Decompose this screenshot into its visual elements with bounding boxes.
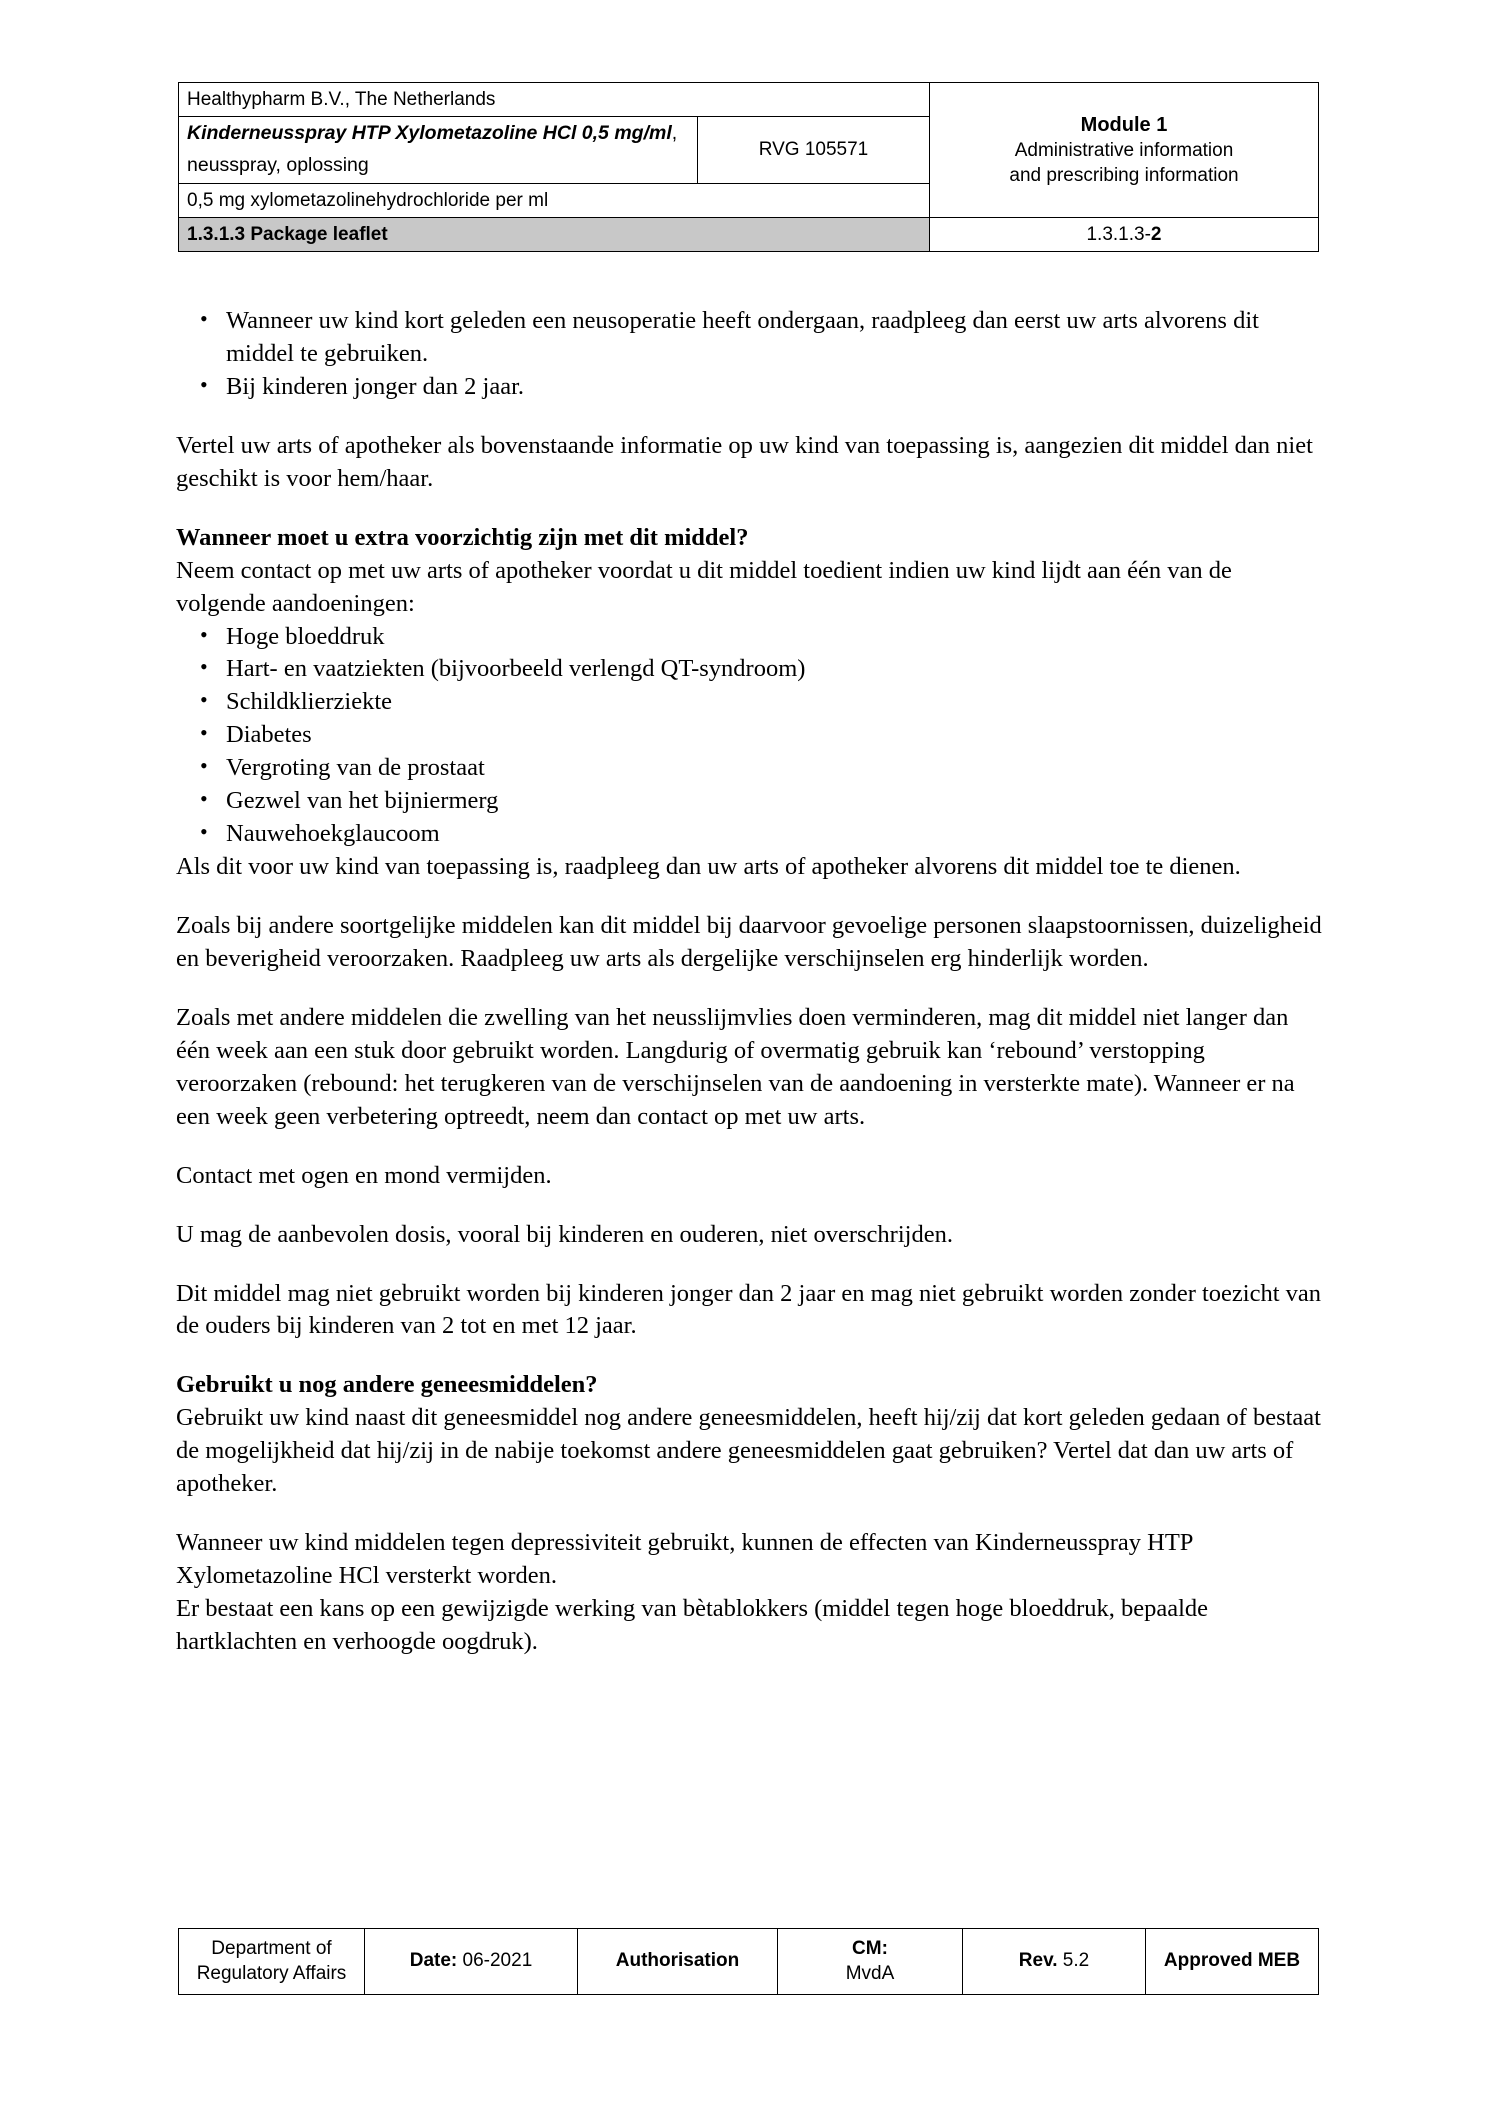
list-item: • Hoge bloeddruk — [176, 621, 1322, 654]
header-page-number-prefix: 1.3.1.3- — [1086, 223, 1151, 245]
footer-cm-value: MvdA — [845, 1962, 895, 1984]
paragraph-als-dit: Als dit voor uw kind van toepassing is, raadpleeg dan uw arts of apotheker alvorens dit middel toe te dienen. — [176, 853, 1241, 881]
footer-department-line1: Department of — [211, 1938, 332, 1959]
spacer — [176, 404, 1322, 430]
footer-cm — [778, 1929, 963, 1995]
footer-date-value: 06-2021 — [462, 1950, 533, 1972]
footer-authorisation: Authorisation — [578, 1929, 778, 1995]
footer-rev — [963, 1929, 1146, 1995]
footer-date — [365, 1929, 578, 1995]
list-item: • Hart- en vaatziekten (bijvoorbeeld verlengd QT-syndroom) — [176, 653, 1322, 686]
document-header-table — [178, 82, 1319, 252]
paragraph-neem-contact: Neem contact op met uw arts of apotheker voordat u dit middel toedient indien uw kind lijdt aan één van de volgende aandoeningen: — [176, 556, 1232, 617]
paragraph-contact-ogen: Contact met ogen en mond vermijden. — [176, 1161, 552, 1189]
document-footer-table — [178, 1928, 1319, 1995]
footer-department-line2: Regulatory Affairs — [196, 1962, 347, 1984]
list-item: • Vergroting van de prostaat — [176, 752, 1322, 785]
top-bullet-list — [176, 305, 1322, 404]
paragraph-betablokkers: Er bestaat een kans op een gewijzigde werking van bètablokkers (middel tegen hoge bloeddruk, bepaalde hartklachten en verhoogde oogdruk). — [176, 1595, 1209, 1655]
footer-rev-value: 5.2 — [1062, 1950, 1090, 1972]
list-item: • Nauwehoekglaucoom — [176, 818, 1322, 851]
heading-voorzichtig: Wanneer moet u extra voorzichtig zijn met dit middel? — [176, 523, 749, 551]
header-product-form: neusspray, oplossing — [187, 153, 369, 176]
header-module-line1: Administrative information — [1014, 139, 1234, 161]
list-item: • Diabetes — [176, 719, 1322, 752]
heading-gebruikt: Gebruikt u nog andere geneesmiddelen? — [176, 1371, 598, 1399]
header-company: Healthypharm B.V., The Netherlands — [179, 83, 930, 117]
header-module-title: Module 1 — [1080, 113, 1168, 136]
header-row-leaflet — [179, 217, 1319, 251]
header-product-cell — [179, 117, 698, 183]
header-rvg: RVG 105571 — [698, 117, 930, 183]
footer-department — [179, 1929, 365, 1995]
condition-bullet-list — [176, 621, 1322, 852]
footer-row — [179, 1929, 1319, 1995]
header-product-name-line — [187, 121, 689, 147]
list-item: • Schildklierziekte — [176, 686, 1322, 719]
paragraph-gebruikt-uw-kind: Gebruikt uw kind naast dit geneesmiddel nog andere geneesmiddelen, heeft hij/zij dat kort geleden gedaan of bestaat de mogelijkheid dat hij/zij in de nabije toekomst andere geneesmiddelen gaat gebruiken? Vertel dat dan uw arts of apotheker. — [176, 1404, 1321, 1498]
paragraph-vertel: Vertel uw arts of apotheker als bovenstaande informatie op uw kind van toepassing is, aangezien dit middel dan niet geschikt is voor hem/haar. — [176, 431, 1313, 492]
footer-cm-label: CM: — [852, 1938, 888, 1959]
paragraph-zoals-bij: Zoals bij andere soortgelijke middelen kan dit middel bij daarvoor gevoelige personen slaapstoornissen, duizeligheid en beverigheid veroorzaken. Raadpleeg uw arts als dergelijke verschijnselen erg hinderlijk worden. — [176, 912, 1322, 972]
header-product-name-comma: , — [671, 122, 678, 145]
paragraph-zoals-met: Zoals met andere middelen die zwelling van het neusslijmvlies doen verminderen, mag dit middel niet langer dan één week aan een stuk door gebruikt worden. Langdurig of overmatig gebruik kan ‘rebound’ verstopping veroorzaken (rebound: het terugkeren van de verschijnselen van de aandoening in versterkte mate). Wanneer er na een week geen verbetering optreedt, neem dan contact op met uw arts. — [176, 1003, 1295, 1130]
header-module-line2: and prescribing information — [1009, 165, 1239, 186]
paragraph-u-mag: U mag de aanbevolen dosis, vooral bij kinderen en ouderen, niet overschrijden. — [176, 1220, 953, 1248]
header-product-name: Kinderneusspray HTP Xylometazoline HCl 0,5 mg/ml — [187, 122, 672, 145]
list-item: • Gezwel van het bijniermerg — [176, 785, 1322, 818]
header-page-number-value: 2 — [1150, 223, 1162, 245]
paragraph-wanneer-depressiviteit: Wanneer uw kind middelen tegen depressiviteit gebruikt, kunnen de effecten van Kinderneusspray HTP Xylometazoline HCl versterkt worden. — [176, 1529, 1193, 1590]
header-page-number — [930, 217, 1319, 251]
list-item: • Bij kinderen jonger dan 2 jaar. — [176, 371, 1322, 404]
footer-rev-label: Rev. — [1018, 1950, 1058, 1972]
list-item: • Wanneer uw kind kort geleden een neusoperatie heeft ondergaan, raadpleeg dan eerst uw arts alvorens dit middel te gebruiken. — [176, 305, 1322, 371]
footer-approved: Approved MEB — [1146, 1929, 1319, 1995]
header-leaflet-title: 1.3.1.3 Package leaflet — [179, 217, 930, 251]
header-row-company — [179, 83, 1319, 117]
document-body — [176, 305, 1322, 1685]
header-strength: 0,5 mg xylometazolinehydrochloride per ml — [179, 183, 930, 217]
paragraph-dit-middel: Dit middel mag niet gebruikt worden bij kinderen jonger dan 2 jaar en mag niet gebruikt worden zonder toezicht van de ouders bij kinderen van 2 tot en met 12 jaar. — [176, 1279, 1322, 1340]
header-module-cell — [930, 83, 1319, 218]
footer-date-label: Date: — [409, 1950, 458, 1972]
